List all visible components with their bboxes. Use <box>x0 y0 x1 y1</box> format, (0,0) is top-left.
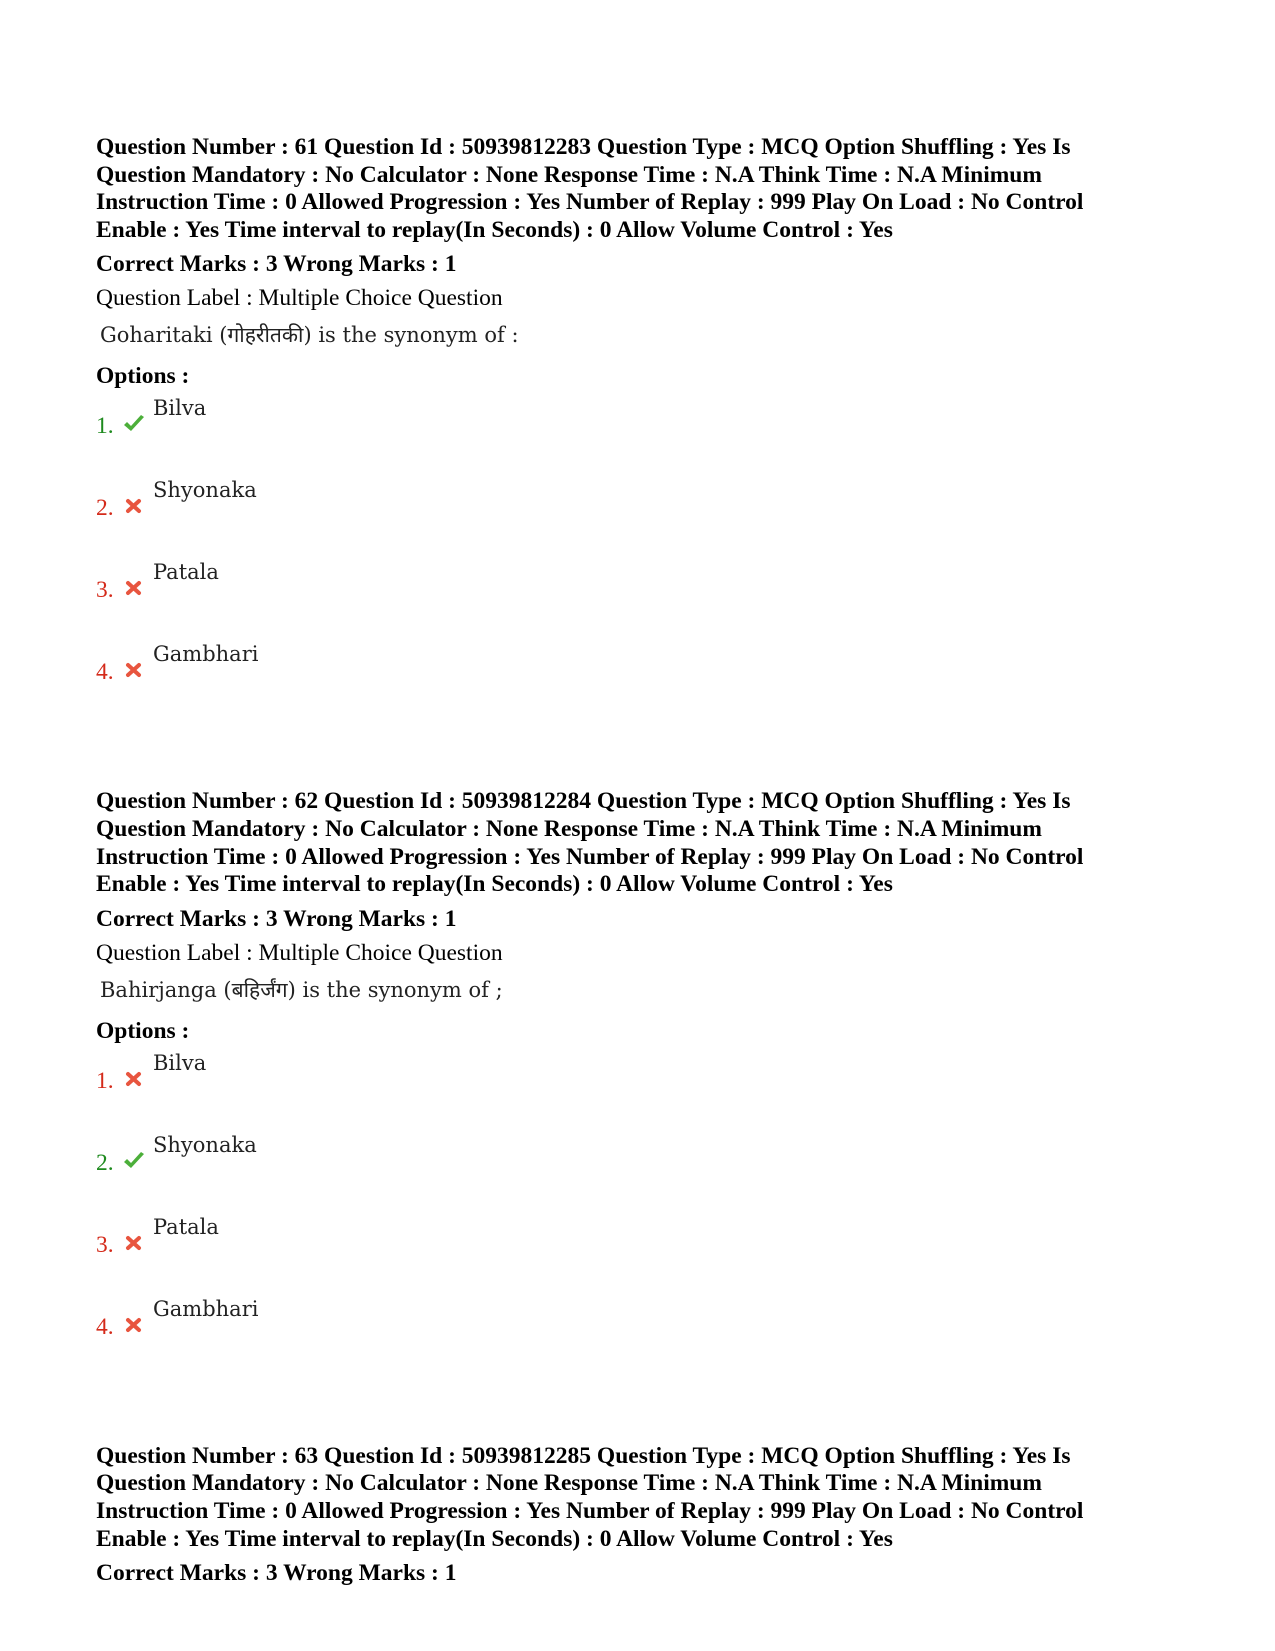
question-label: Question Label : Multiple Choice Question <box>96 939 503 966</box>
option-number: 3. <box>96 577 114 604</box>
check-icon <box>122 412 146 436</box>
options-list <box>96 1045 1206 1373</box>
option-item <box>96 1209 1206 1291</box>
question-text: Goharitaki (गोहरीतकी) is the synonym of : <box>100 323 519 348</box>
option-item <box>96 1127 1206 1209</box>
options-label: Options : <box>96 363 190 390</box>
cross-icon <box>122 1067 146 1091</box>
meta-line: Question Number : 62 Question Id : 50939812284 Question Type : MCQ Option Shuffling : Yes Is <box>96 788 1071 815</box>
question-meta <box>96 1443 1206 1553</box>
option-number: 1. <box>96 413 114 440</box>
question-spacer <box>96 718 1206 788</box>
question-spacer <box>96 1373 1206 1443</box>
meta-line: Question Number : 61 Question Id : 50939812283 Question Type : MCQ Option Shuffling : Yes Is <box>96 134 1071 160</box>
question-marks: Correct Marks : 3 Wrong Marks : 1 <box>96 251 457 278</box>
option-number: 4. <box>96 659 114 686</box>
meta-line: Enable : Yes Time interval to replay(In Seconds) : 0 Allow Volume Control : Yes <box>96 871 893 898</box>
question-block <box>96 134 1206 718</box>
meta-line: Instruction Time : 0 Allowed Progression : Yes Number of Replay : 999 Play On Load : No Control <box>96 189 1084 216</box>
option-text: Patala <box>153 1214 219 1239</box>
question-block <box>96 788 1206 1372</box>
option-text: Bilva <box>153 1050 207 1075</box>
option-number: 4. <box>96 1313 114 1340</box>
question-label: Question Label : Multiple Choice Question <box>96 285 503 312</box>
meta-line: Instruction Time : 0 Allowed Progression : Yes Number of Replay : 999 Play On Load : No Control <box>96 1497 1084 1524</box>
question-meta <box>96 788 1206 898</box>
cross-icon <box>122 494 146 518</box>
question-marks: Correct Marks : 3 Wrong Marks : 1 <box>96 1560 457 1587</box>
meta-line: Question Number : 63 Question Id : 50939812285 Question Type : MCQ Option Shuffling : Yes Is <box>96 1442 1071 1469</box>
question-paper <box>96 134 1206 1587</box>
options-label: Options : <box>96 1017 190 1044</box>
cross-icon <box>122 1231 146 1255</box>
option-text: Bilva <box>153 396 207 421</box>
option-item <box>96 1045 1206 1127</box>
option-text: Shyonaka <box>153 1132 257 1157</box>
option-number: 2. <box>96 495 114 522</box>
option-item <box>96 472 1206 554</box>
cross-icon <box>122 576 146 600</box>
cross-icon <box>122 658 146 682</box>
option-text: Shyonaka <box>153 478 257 503</box>
meta-line: Question Mandatory : No Calculator : None Response Time : N.A Think Time : N.A Minimum <box>96 815 1042 842</box>
meta-line: Enable : Yes Time interval to replay(In Seconds) : 0 Allow Volume Control : Yes <box>96 216 893 243</box>
meta-line: Enable : Yes Time interval to replay(In Seconds) : 0 Allow Volume Control : Yes <box>96 1525 893 1552</box>
option-text: Gambhari <box>153 1296 259 1321</box>
meta-line: Instruction Time : 0 Allowed Progression : Yes Number of Replay : 999 Play On Load : No Control <box>96 843 1084 870</box>
meta-line: Question Mandatory : No Calculator : None Response Time : N.A Think Time : N.A Minimum <box>96 1470 1042 1497</box>
check-icon <box>122 1149 146 1173</box>
options-list <box>96 390 1206 718</box>
question-marks: Correct Marks : 3 Wrong Marks : 1 <box>96 905 457 932</box>
option-item <box>96 1291 1206 1373</box>
option-text: Patala <box>153 560 219 585</box>
option-number: 1. <box>96 1067 114 1094</box>
question-block <box>96 1443 1206 1587</box>
option-item <box>96 554 1206 636</box>
option-item <box>96 390 1206 472</box>
question-text: Bahirjanga (बहिर्जंग) is the synonym of ; <box>100 977 503 1002</box>
cross-icon <box>122 1313 146 1337</box>
option-number: 2. <box>96 1149 114 1176</box>
option-text: Gambhari <box>153 642 259 667</box>
option-number: 3. <box>96 1231 114 1258</box>
question-meta <box>96 134 1206 244</box>
option-item <box>96 636 1206 718</box>
meta-line: Question Mandatory : No Calculator : None Response Time : N.A Think Time : N.A Minimum <box>96 161 1042 188</box>
